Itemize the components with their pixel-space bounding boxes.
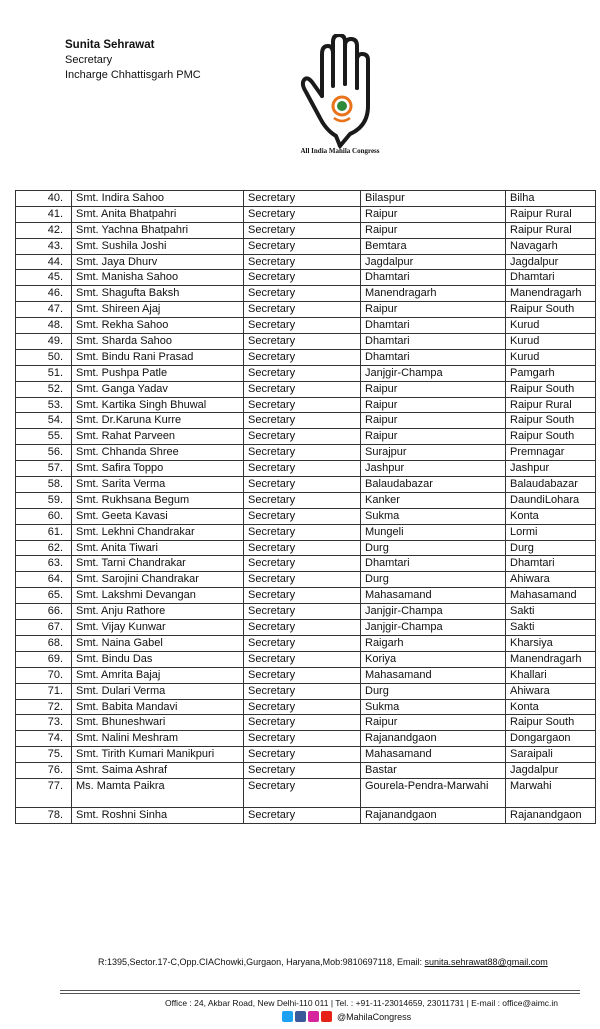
designation-cell: Secretary — [244, 524, 361, 540]
district-cell: Sukma — [361, 508, 506, 524]
district-cell: Dhamtari — [361, 334, 506, 350]
member-name-cell: Smt. Dr.Karuna Kurre — [72, 413, 244, 429]
district-cell: Balaudabazar — [361, 477, 506, 493]
designation-cell: Secretary — [244, 222, 361, 238]
footer-divider — [60, 990, 580, 991]
designation-cell: Secretary — [244, 807, 361, 823]
constituency-cell: Sakti — [506, 604, 596, 620]
designation-cell: Secretary — [244, 747, 361, 763]
table-row — [16, 651, 596, 667]
serial-number-cell: 55. — [16, 429, 72, 445]
congress-hand-logo — [300, 34, 380, 162]
sender-designation: Secretary — [65, 54, 113, 66]
serial-number-cell: 49. — [16, 334, 72, 350]
designation-cell: Secretary — [244, 365, 361, 381]
constituency-cell: Manendragarh — [506, 651, 596, 667]
designation-cell: Secretary — [244, 191, 361, 207]
district-cell: Bemtara — [361, 238, 506, 254]
serial-number-cell: 72. — [16, 699, 72, 715]
table-row — [16, 540, 596, 556]
constituency-cell: Raipur South — [506, 302, 596, 318]
table-row — [16, 413, 596, 429]
designation-cell: Secretary — [244, 286, 361, 302]
instagram-icon[interactable] — [308, 1011, 319, 1022]
designation-cell: Secretary — [244, 715, 361, 731]
serial-number-cell: 61. — [16, 524, 72, 540]
district-cell: Raipur — [361, 397, 506, 413]
member-name-cell: Smt. Roshni Sinha — [72, 807, 244, 823]
table-row — [16, 365, 596, 381]
serial-number-cell: 59. — [16, 492, 72, 508]
table-row — [16, 604, 596, 620]
serial-number-cell: 65. — [16, 588, 72, 604]
designation-cell: Secretary — [244, 667, 361, 683]
district-cell: Raipur — [361, 413, 506, 429]
designation-cell: Secretary — [244, 397, 361, 413]
table-row — [16, 222, 596, 238]
district-cell: Kanker — [361, 492, 506, 508]
table-row — [16, 807, 596, 823]
constituency-cell: Raipur South — [506, 429, 596, 445]
table-row — [16, 508, 596, 524]
serial-number-cell: 42. — [16, 222, 72, 238]
serial-number-cell: 57. — [16, 461, 72, 477]
table-row — [16, 270, 596, 286]
designation-cell: Secretary — [244, 556, 361, 572]
serial-number-cell: 44. — [16, 254, 72, 270]
member-name-cell: Smt. Sushila Joshi — [72, 238, 244, 254]
serial-number-cell: 58. — [16, 477, 72, 493]
district-cell: Dhamtari — [361, 270, 506, 286]
district-cell: Manendragarh — [361, 286, 506, 302]
table-row — [16, 302, 596, 318]
table-row — [16, 715, 596, 731]
constituency-cell: Kharsiya — [506, 635, 596, 651]
table-row — [16, 286, 596, 302]
designation-cell: Secretary — [244, 508, 361, 524]
district-cell: Dhamtari — [361, 349, 506, 365]
serial-number-cell: 76. — [16, 763, 72, 779]
serial-number-cell: 53. — [16, 397, 72, 413]
constituency-cell: Mahasamand — [506, 588, 596, 604]
serial-number-cell: 63. — [16, 556, 72, 572]
member-name-cell: Smt. Dulari Verma — [72, 683, 244, 699]
serial-number-cell: 67. — [16, 620, 72, 636]
designation-cell: Secretary — [244, 492, 361, 508]
designation-cell: Secretary — [244, 699, 361, 715]
district-cell: Mungeli — [361, 524, 506, 540]
constituency-cell: Jashpur — [506, 461, 596, 477]
designation-cell: Secretary — [244, 604, 361, 620]
footer-divider-second — [60, 993, 580, 994]
serial-number-cell: 47. — [16, 302, 72, 318]
table-row — [16, 238, 596, 254]
constituency-cell: Raipur Rural — [506, 206, 596, 222]
table-row — [16, 381, 596, 397]
member-name-cell: Smt. Manisha Sahoo — [72, 270, 244, 286]
serial-number-cell: 54. — [16, 413, 72, 429]
table-row — [16, 397, 596, 413]
footer-address-text: R:1395,Sector.17-C,Opp.CIAChowki,Gurgaon, Haryana,Mob:9810697118, Email: — [98, 957, 425, 967]
constituency-cell: Raipur South — [506, 413, 596, 429]
member-name-cell: Smt. Indira Sahoo — [72, 191, 244, 207]
designation-cell: Secretary — [244, 413, 361, 429]
district-cell: Rajanandgaon — [361, 807, 506, 823]
serial-number-cell: 45. — [16, 270, 72, 286]
table-row — [16, 699, 596, 715]
member-name-cell: Smt. Amrita Bajaj — [72, 667, 244, 683]
designation-cell: Secretary — [244, 349, 361, 365]
table-row — [16, 683, 596, 699]
designation-cell: Secretary — [244, 683, 361, 699]
designation-cell: Secretary — [244, 572, 361, 588]
designation-cell: Secretary — [244, 254, 361, 270]
district-cell: Mahasamand — [361, 747, 506, 763]
sender-name: Sunita Sehrawat — [65, 39, 155, 51]
district-cell: Koriya — [361, 651, 506, 667]
serial-number-cell: 68. — [16, 635, 72, 651]
constituency-cell: Pamgarh — [506, 365, 596, 381]
table-row — [16, 206, 596, 222]
logo-caption: All India Mahila Congress — [300, 147, 380, 155]
designation-cell: Secretary — [244, 302, 361, 318]
table-row — [16, 778, 596, 807]
member-name-cell: Ms. Mamta Paikra — [72, 778, 244, 807]
constituency-cell: Durg — [506, 540, 596, 556]
designation-cell: Secretary — [244, 540, 361, 556]
constituency-cell: Dongargaon — [506, 731, 596, 747]
member-name-cell: Smt. Anju Rathore — [72, 604, 244, 620]
serial-number-cell: 71. — [16, 683, 72, 699]
district-cell: Gourela-Pendra-Marwahi — [361, 778, 506, 807]
constituency-cell: Saraipali — [506, 747, 596, 763]
constituency-cell: Raipur Rural — [506, 397, 596, 413]
member-name-cell: Smt. Shireen Ajaj — [72, 302, 244, 318]
constituency-cell: Navagarh — [506, 238, 596, 254]
constituency-cell: Rajanandgaon — [506, 807, 596, 823]
constituency-cell: Ahiwara — [506, 572, 596, 588]
member-name-cell: Smt. Shagufta Baksh — [72, 286, 244, 302]
table-row — [16, 477, 596, 493]
constituency-cell: Bilha — [506, 191, 596, 207]
designation-cell: Secretary — [244, 651, 361, 667]
serial-number-cell: 62. — [16, 540, 72, 556]
constituency-cell: Dhamtari — [506, 556, 596, 572]
district-cell: Raipur — [361, 715, 506, 731]
designation-cell: Secretary — [244, 477, 361, 493]
member-name-cell: Smt. Vijay Kunwar — [72, 620, 244, 636]
district-cell: Mahasamand — [361, 588, 506, 604]
serial-number-cell: 75. — [16, 747, 72, 763]
member-name-cell: Smt. Anita Tiwari — [72, 540, 244, 556]
letterhead-sender — [65, 38, 201, 83]
designation-cell: Secretary — [244, 461, 361, 477]
table-row — [16, 731, 596, 747]
table-row — [16, 572, 596, 588]
table-row — [16, 667, 596, 683]
serial-number-cell: 69. — [16, 651, 72, 667]
constituency-cell: Ahiwara — [506, 683, 596, 699]
constituency-cell: Konta — [506, 508, 596, 524]
district-cell: Raipur — [361, 302, 506, 318]
member-name-cell: Smt. Saima Ashraf — [72, 763, 244, 779]
serial-number-cell: 41. — [16, 206, 72, 222]
designation-cell: Secretary — [244, 731, 361, 747]
table-row — [16, 429, 596, 445]
constituency-cell: Raipur South — [506, 381, 596, 397]
sender-incharge: Incharge Chhattisgarh PMC — [65, 69, 201, 81]
serial-number-cell: 56. — [16, 445, 72, 461]
table-row — [16, 461, 596, 477]
member-name-cell: Smt. Pushpa Patle — [72, 365, 244, 381]
district-cell: Durg — [361, 540, 506, 556]
constituency-cell: Marwahi — [506, 778, 596, 807]
table-row — [16, 334, 596, 350]
member-name-cell: Smt. Babita Mandavi — [72, 699, 244, 715]
district-cell: Janjgir-Champa — [361, 365, 506, 381]
member-name-cell: Smt. Rukhsana Begum — [72, 492, 244, 508]
table-row — [16, 492, 596, 508]
district-cell: Sukma — [361, 699, 506, 715]
social-handle[interactable]: @MahilaCongress — [337, 1011, 412, 1022]
serial-number-cell: 52. — [16, 381, 72, 397]
serial-number-cell: 43. — [16, 238, 72, 254]
table-row — [16, 556, 596, 572]
district-cell: Raipur — [361, 381, 506, 397]
social-links — [282, 1011, 411, 1022]
district-cell: Jashpur — [361, 461, 506, 477]
member-name-cell: Smt. Bhuneshwari — [72, 715, 244, 731]
member-name-cell: Smt. Naina Gabel — [72, 635, 244, 651]
serial-number-cell: 66. — [16, 604, 72, 620]
district-cell: Durg — [361, 572, 506, 588]
constituency-cell: Dhamtari — [506, 270, 596, 286]
district-cell: Bilaspur — [361, 191, 506, 207]
table-row — [16, 763, 596, 779]
facebook-icon[interactable] — [295, 1011, 306, 1022]
member-name-cell: Smt. Rekha Sahoo — [72, 318, 244, 334]
designation-cell: Secretary — [244, 445, 361, 461]
serial-number-cell: 40. — [16, 191, 72, 207]
table-row — [16, 349, 596, 365]
constituency-cell: Raipur South — [506, 715, 596, 731]
serial-number-cell: 64. — [16, 572, 72, 588]
designation-cell: Secretary — [244, 318, 361, 334]
constituency-cell: Khallari — [506, 667, 596, 683]
member-name-cell: Smt. Sharda Sahoo — [72, 334, 244, 350]
youtube-icon[interactable] — [321, 1011, 332, 1022]
designation-cell: Secretary — [244, 778, 361, 807]
constituency-cell: Konta — [506, 699, 596, 715]
district-cell: Jagdalpur — [361, 254, 506, 270]
member-name-cell: Smt. Rahat Parveen — [72, 429, 244, 445]
designation-cell: Secretary — [244, 620, 361, 636]
district-cell: Surajpur — [361, 445, 506, 461]
table-row — [16, 318, 596, 334]
member-name-cell: Smt. Safira Toppo — [72, 461, 244, 477]
member-name-cell: Smt. Kartika Singh Bhuwal — [72, 397, 244, 413]
serial-number-cell: 50. — [16, 349, 72, 365]
designation-cell: Secretary — [244, 334, 361, 350]
district-cell: Dhamtari — [361, 318, 506, 334]
designation-cell: Secretary — [244, 238, 361, 254]
member-name-cell: Smt. Yachna Bhatpahri — [72, 222, 244, 238]
member-name-cell: Smt. Anita Bhatpahri — [72, 206, 244, 222]
twitter-icon[interactable] — [282, 1011, 293, 1022]
constituency-cell: Premnagar — [506, 445, 596, 461]
serial-number-cell: 46. — [16, 286, 72, 302]
constituency-cell: Jagdalpur — [506, 763, 596, 779]
table-row — [16, 191, 596, 207]
member-name-cell: Smt. Ganga Yadav — [72, 381, 244, 397]
footer-office-info: Office : 24, Akbar Road, New Delhi-110 011 | Tel. : +91-11-23014659, 23011731 | E-mail : office@aimc.in — [165, 998, 559, 1008]
member-name-cell: Smt. Lekhni Chandrakar — [72, 524, 244, 540]
constituency-cell: Raipur Rural — [506, 222, 596, 238]
district-cell: Raigarh — [361, 635, 506, 651]
serial-number-cell: 77. — [16, 778, 72, 807]
constituency-cell: Jagdalpur — [506, 254, 596, 270]
constituency-cell: Manendragarh — [506, 286, 596, 302]
member-name-cell: Smt. Bindu Das — [72, 651, 244, 667]
table-row — [16, 588, 596, 604]
designation-cell: Secretary — [244, 429, 361, 445]
member-name-cell: Smt. Lakshmi Devangan — [72, 588, 244, 604]
district-cell: Durg — [361, 683, 506, 699]
designation-cell: Secretary — [244, 206, 361, 222]
district-cell: Janjgir-Champa — [361, 620, 506, 636]
constituency-cell: Lormi — [506, 524, 596, 540]
district-cell: Mahasamand — [361, 667, 506, 683]
district-cell: Raipur — [361, 222, 506, 238]
district-cell: Dhamtari — [361, 556, 506, 572]
constituency-cell: Kurud — [506, 349, 596, 365]
serial-number-cell: 70. — [16, 667, 72, 683]
constituency-cell: Kurud — [506, 334, 596, 350]
member-name-cell: Smt. Jaya Dhurv — [72, 254, 244, 270]
designation-cell: Secretary — [244, 381, 361, 397]
district-cell: Raipur — [361, 206, 506, 222]
constituency-cell: Kurud — [506, 318, 596, 334]
serial-number-cell: 60. — [16, 508, 72, 524]
member-name-cell: Smt. Nalini Meshram — [72, 731, 244, 747]
secretary-list-table — [15, 190, 596, 824]
member-name-cell: Smt. Tirith Kumari Manikpuri — [72, 747, 244, 763]
constituency-cell: DaundiLohara — [506, 492, 596, 508]
member-name-cell: Smt. Tarni Chandrakar — [72, 556, 244, 572]
designation-cell: Secretary — [244, 763, 361, 779]
serial-number-cell: 78. — [16, 807, 72, 823]
constituency-cell: Balaudabazar — [506, 477, 596, 493]
footer-email-link[interactable]: sunita.sehrawat88@gmail.com — [424, 957, 548, 967]
member-name-cell: Smt. Bindu Rani Prasad — [72, 349, 244, 365]
table-row — [16, 747, 596, 763]
footer-address — [98, 957, 548, 967]
table-row — [16, 620, 596, 636]
member-name-cell: Smt. Geeta Kavasi — [72, 508, 244, 524]
serial-number-cell: 74. — [16, 731, 72, 747]
district-cell: Raipur — [361, 429, 506, 445]
table-row — [16, 445, 596, 461]
table-row — [16, 254, 596, 270]
designation-cell: Secretary — [244, 588, 361, 604]
serial-number-cell: 51. — [16, 365, 72, 381]
district-cell: Rajanandgaon — [361, 731, 506, 747]
district-cell: Bastar — [361, 763, 506, 779]
table-row — [16, 524, 596, 540]
serial-number-cell: 48. — [16, 318, 72, 334]
serial-number-cell: 73. — [16, 715, 72, 731]
member-name-cell: Smt. Chhanda Shree — [72, 445, 244, 461]
member-name-cell: Smt. Sarojini Chandrakar — [72, 572, 244, 588]
member-name-cell: Smt. Sarita Verma — [72, 477, 244, 493]
table-row — [16, 635, 596, 651]
designation-cell: Secretary — [244, 635, 361, 651]
designation-cell: Secretary — [244, 270, 361, 286]
constituency-cell: Sakti — [506, 620, 596, 636]
district-cell: Janjgir-Champa — [361, 604, 506, 620]
